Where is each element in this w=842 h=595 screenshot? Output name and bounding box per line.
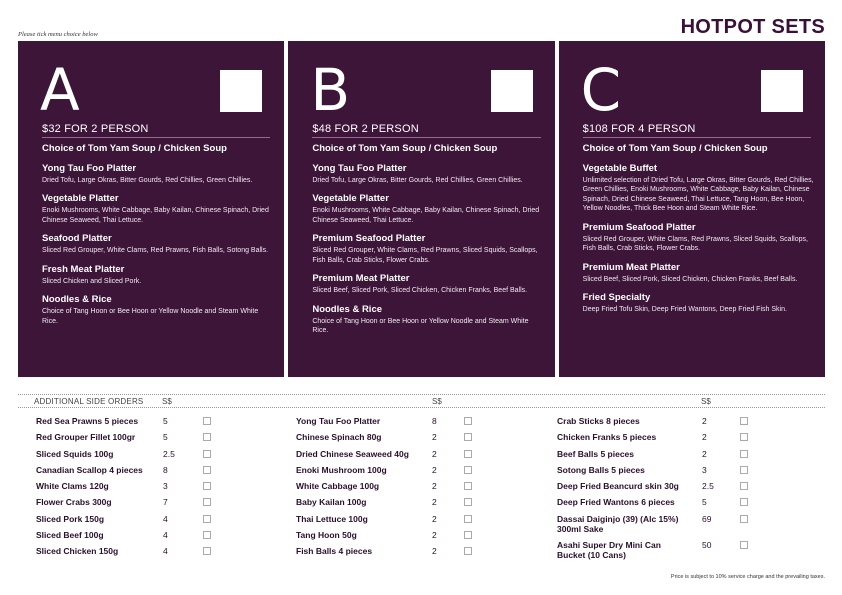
- currency-label: S$: [701, 397, 711, 406]
- side-order-row: [36, 416, 286, 432]
- side-order-name: Crab Sticks 8 pieces: [557, 416, 640, 426]
- set-contents: [42, 143, 274, 334]
- side-order-row: [296, 449, 546, 465]
- side-order-price: 8: [163, 464, 168, 475]
- set-item: [42, 294, 274, 326]
- side-order-name: Tang Hoon 50g: [296, 530, 357, 541]
- side-order-checkbox[interactable]: [740, 515, 748, 523]
- item-name: Fried Specialty: [582, 292, 651, 304]
- set-price: $48 FOR 2 PERSON: [312, 123, 540, 138]
- item-desc: Unlimited selection of Dried Tofu, Large Okras, Bitter Gourds, Red Chillies, Green Chillies, Enoki Mushrooms, White Cabbage, Baby Kailan, Chinese Spinach, Dried Chinese Seaweed, Thai Lettuce, Tang Hoon, Bee Hoon, Yellow Noodles, Thick Bee Hoon and Steam White Rice.: [582, 177, 814, 213]
- side-order-name: Sliced Pork 150g: [36, 513, 105, 524]
- set-item: [583, 292, 815, 314]
- side-order-checkbox[interactable]: [464, 417, 472, 425]
- item-name: Vegetable Buffet: [582, 163, 658, 174]
- item-name: Premium Meat Platter: [312, 273, 410, 285]
- set-a-tickbox[interactable]: [220, 70, 262, 112]
- side-order-name: Sliced Chicken 150g: [36, 546, 119, 557]
- side-order-row: [296, 497, 546, 513]
- item-desc: Dried Tofu, Large Okras, Bitter Gourds, Red Chillies, Green Chillies.: [42, 177, 253, 184]
- side-order-name: Yong Tau Foo Platter: [296, 416, 381, 426]
- set-item: [42, 264, 274, 286]
- side-order-checkbox[interactable]: [740, 433, 748, 441]
- side-order-name: Deep Fried Beancurd skin 30g: [557, 481, 679, 492]
- side-order-price: 2: [432, 432, 437, 443]
- set-panel-c: [559, 41, 825, 377]
- side-order-price: 7: [163, 497, 168, 508]
- set-item: [42, 163, 274, 185]
- side-order-price: 2: [702, 448, 707, 459]
- side-order-checkbox[interactable]: [464, 433, 472, 441]
- side-order-row: [36, 481, 286, 497]
- side-order-row: [557, 514, 807, 540]
- side-order-price: 2: [432, 464, 437, 475]
- set-c-tickbox[interactable]: [761, 70, 803, 112]
- side-order-checkbox[interactable]: [740, 417, 748, 425]
- side-order-price: 3: [163, 481, 168, 492]
- side-order-checkbox[interactable]: [203, 433, 211, 441]
- side-order-name: Sliced Beef 100g: [36, 530, 104, 541]
- side-order-price: 8: [432, 416, 437, 426]
- side-order-checkbox[interactable]: [203, 482, 211, 490]
- side-order-row: [296, 481, 546, 497]
- side-order-row: [296, 432, 546, 448]
- side-order-name: Chinese Spinach 80g: [296, 432, 382, 443]
- side-order-name: Dried Chinese Seaweed 40g: [296, 448, 409, 459]
- item-name: Premium Seafood Platter: [582, 221, 696, 233]
- set-letter: B: [310, 56, 351, 124]
- currency-label: S$: [432, 397, 442, 406]
- side-order-row: [36, 465, 286, 481]
- item-desc: Sliced Red Grouper, White Clams, Red Prawns, Sliced Squids, Scallops, Fish Balls, Crab Sticks, Flower Crabs.: [582, 235, 808, 253]
- side-order-name: Chicken Franks 5 pieces: [557, 432, 657, 443]
- side-order-checkbox[interactable]: [740, 541, 748, 549]
- side-order-checkbox[interactable]: [464, 547, 472, 555]
- side-order-row: [557, 416, 807, 432]
- item-name: Vegetable Platter: [312, 193, 389, 205]
- set-panel-a: [18, 41, 284, 377]
- set-item: [312, 304, 544, 336]
- side-order-price: 4: [163, 530, 168, 541]
- side-order-name: Sotong Balls 5 pieces: [557, 464, 645, 475]
- side-order-checkbox[interactable]: [740, 498, 748, 506]
- soup-choice: Choice of Tom Yam Soup / Chicken Soup: [42, 143, 227, 154]
- item-desc: Sliced Chicken and Sliced Pork.: [42, 277, 142, 285]
- currency-label: S$: [162, 397, 172, 406]
- set-b-tickbox[interactable]: [491, 70, 533, 112]
- side-order-checkbox[interactable]: [464, 466, 472, 474]
- price-note: Price is subject to 10% service charge and the prevailing taxes.: [670, 574, 825, 580]
- side-order-name: Thai Lettuce 100g: [296, 513, 368, 524]
- set-item: [583, 163, 815, 214]
- side-order-checkbox[interactable]: [464, 515, 472, 523]
- side-order-price: 2: [432, 448, 437, 459]
- item-name: Seafood Platter: [42, 233, 112, 245]
- side-order-checkbox[interactable]: [464, 450, 472, 458]
- side-order-row: [296, 514, 546, 530]
- set-letter: C: [580, 56, 622, 124]
- side-orders: [18, 394, 825, 570]
- side-order-name: Baby Kailan 100g: [296, 497, 367, 508]
- side-order-name: Asahi Super Dry Mini Can Bucket (10 Cans): [557, 539, 661, 560]
- item-desc: Dried Tofu, Large Okras, Bitter Gourds, Red Chillies, Green Chillies.: [312, 177, 523, 184]
- item-name: Fresh Meat Platter: [42, 263, 125, 275]
- side-order-checkbox[interactable]: [203, 547, 211, 555]
- side-order-checkbox[interactable]: [740, 466, 748, 474]
- side-order-name: Red Grouper Fillet 100gr: [36, 432, 136, 443]
- set-contents: [583, 143, 815, 323]
- side-order-row: [296, 546, 546, 562]
- item-desc: Deep Fried Tofu Skin, Deep Fried Wantons, Deep Fried Fish Skin.: [582, 306, 787, 314]
- side-order-checkbox[interactable]: [740, 482, 748, 490]
- side-order-name: Sliced Squids 100g: [36, 448, 114, 459]
- side-order-row: [557, 481, 807, 497]
- item-desc: Sliced Red Grouper, White Clams, Red Prawns, Fish Balls, Sotong Balls.: [42, 247, 269, 255]
- side-order-row: [36, 546, 286, 562]
- side-order-row: [557, 540, 807, 566]
- side-order-price: 2.5: [163, 448, 175, 459]
- set-price: $108 FOR 4 PERSON: [583, 123, 811, 138]
- set-item: [583, 262, 815, 284]
- side-order-checkbox[interactable]: [464, 498, 472, 506]
- side-order-price: 50: [702, 539, 712, 550]
- side-order-price: 2: [432, 546, 437, 557]
- set-contents: [312, 143, 544, 344]
- side-order-price: 4: [163, 513, 168, 524]
- item-desc: Enoki Mushrooms, White Cabbage, Baby Kailan, Chinese Spinach, Dried Chinese Seaweed, Thai Lettuce.: [42, 207, 269, 224]
- side-order-checkbox[interactable]: [464, 531, 472, 539]
- side-order-row: [296, 416, 546, 432]
- item-name: Premium Meat Platter: [582, 261, 680, 273]
- set-item: [42, 193, 274, 225]
- side-order-checkbox[interactable]: [203, 531, 211, 539]
- side-order-row: [557, 465, 807, 481]
- side-order-price: 69: [702, 513, 712, 524]
- item-name: Vegetable Platter: [42, 193, 119, 205]
- side-order-name: Canadian Scallop 4 pieces: [36, 464, 143, 475]
- side-orders-label: ADDITIONAL SIDE ORDERS: [34, 397, 144, 406]
- side-order-price: 2: [432, 481, 437, 492]
- item-desc: Sliced Beef, Sliced Pork, Sliced Chicken, Chicken Franks, Beef Balls.: [582, 275, 798, 283]
- side-order-name: Fish Balls 4 pieces: [296, 546, 373, 557]
- side-order-price: 2: [702, 432, 707, 443]
- item-name: Premium Seafood Platter: [312, 233, 426, 245]
- side-order-name: Flower Crabs 300g: [36, 497, 112, 508]
- side-order-price: 5: [702, 497, 707, 508]
- side-order-checkbox[interactable]: [203, 498, 211, 506]
- side-order-row: [36, 449, 286, 465]
- set-panel-b: [288, 41, 554, 377]
- set-item: [312, 193, 544, 225]
- set-item: [42, 233, 274, 255]
- side-order-price: 4: [163, 546, 168, 557]
- side-orders-column-2: [296, 416, 546, 563]
- set-item: [583, 222, 815, 254]
- side-order-row: [36, 497, 286, 513]
- tick-instruction: Please tick menu choice below: [18, 31, 98, 38]
- side-order-checkbox[interactable]: [740, 450, 748, 458]
- side-order-name: Deep Fried Wantons 6 pieces: [557, 497, 675, 508]
- side-order-price: 5: [163, 416, 168, 426]
- item-name: Yong Tau Foo Platter: [312, 163, 407, 174]
- side-order-checkbox[interactable]: [203, 466, 211, 474]
- side-order-row: [296, 465, 546, 481]
- side-order-row: [36, 530, 286, 546]
- set-item: [312, 233, 544, 265]
- side-order-name: White Cabbage 100g: [296, 481, 380, 492]
- item-desc: Choice of Tang Hoon or Bee Hoon or Yellow Noodle and Steam White Rice.: [312, 317, 529, 335]
- side-order-price: 2: [432, 530, 437, 541]
- side-order-row: [557, 497, 807, 513]
- item-desc: Sliced Red Grouper, White Clams, Red Prawns, Sliced Squids, Scallops, Fish Balls, Crab Sticks, Flower Crabs.: [312, 247, 538, 264]
- side-order-price: 2: [702, 416, 707, 426]
- set-price: $32 FOR 2 PERSON: [42, 123, 270, 138]
- side-order-row: [36, 514, 286, 530]
- soup-choice: Choice of Tom Yam Soup / Chicken Soup: [312, 143, 498, 154]
- side-orders-header: [18, 394, 825, 408]
- set-letter: A: [40, 56, 80, 124]
- item-name: Noodles & Rice: [42, 294, 112, 306]
- soup-choice: Choice of Tom Yam Soup / Chicken Soup: [582, 143, 768, 154]
- side-order-name: Red Sea Prawns 5 pieces: [36, 416, 139, 426]
- item-desc: Choice of Tang Hoon or Bee Hoon or Yellow Noodle and Steam White Rice.: [42, 308, 259, 325]
- side-order-name: Beef Balls 5 pieces: [557, 448, 635, 459]
- side-order-price: 5: [163, 432, 168, 443]
- item-name: Yong Tau Foo Platter: [42, 163, 137, 174]
- set-item: [312, 273, 544, 295]
- side-order-price: 3: [702, 464, 707, 475]
- side-order-checkbox[interactable]: [203, 450, 211, 458]
- side-order-price: 2.5: [702, 481, 714, 492]
- side-order-price: 2: [432, 497, 437, 508]
- side-order-checkbox[interactable]: [464, 482, 472, 490]
- side-order-name: White Clams 120g: [36, 481, 109, 492]
- side-order-row: [557, 449, 807, 465]
- side-order-row: [557, 432, 807, 448]
- side-order-name: Enoki Mushroom 100g: [296, 464, 387, 475]
- side-order-checkbox[interactable]: [203, 515, 211, 523]
- item-name: Noodles & Rice: [312, 303, 383, 315]
- item-desc: Sliced Beef, Sliced Pork, Sliced Chicken, Chicken Franks, Beef Balls.: [312, 287, 528, 295]
- side-order-row: [296, 530, 546, 546]
- side-order-name: Dassai Daiginjo (39) (Alc 15%) 300ml Sake: [557, 513, 679, 534]
- side-orders-column-1: [36, 416, 286, 563]
- set-item: [312, 163, 544, 185]
- set-panels: [18, 41, 825, 377]
- side-order-row: [36, 432, 286, 448]
- item-desc: Enoki Mushrooms, White Cabbage, Baby Kailan, Chinese Spinach, Dried Chinese Seaweed, Thai Lettuce.: [312, 207, 540, 224]
- side-orders-column-3: [557, 416, 807, 566]
- side-order-checkbox[interactable]: [203, 417, 211, 425]
- side-order-price: 2: [432, 513, 437, 524]
- page-title: HOTPOT SETS: [680, 16, 825, 38]
